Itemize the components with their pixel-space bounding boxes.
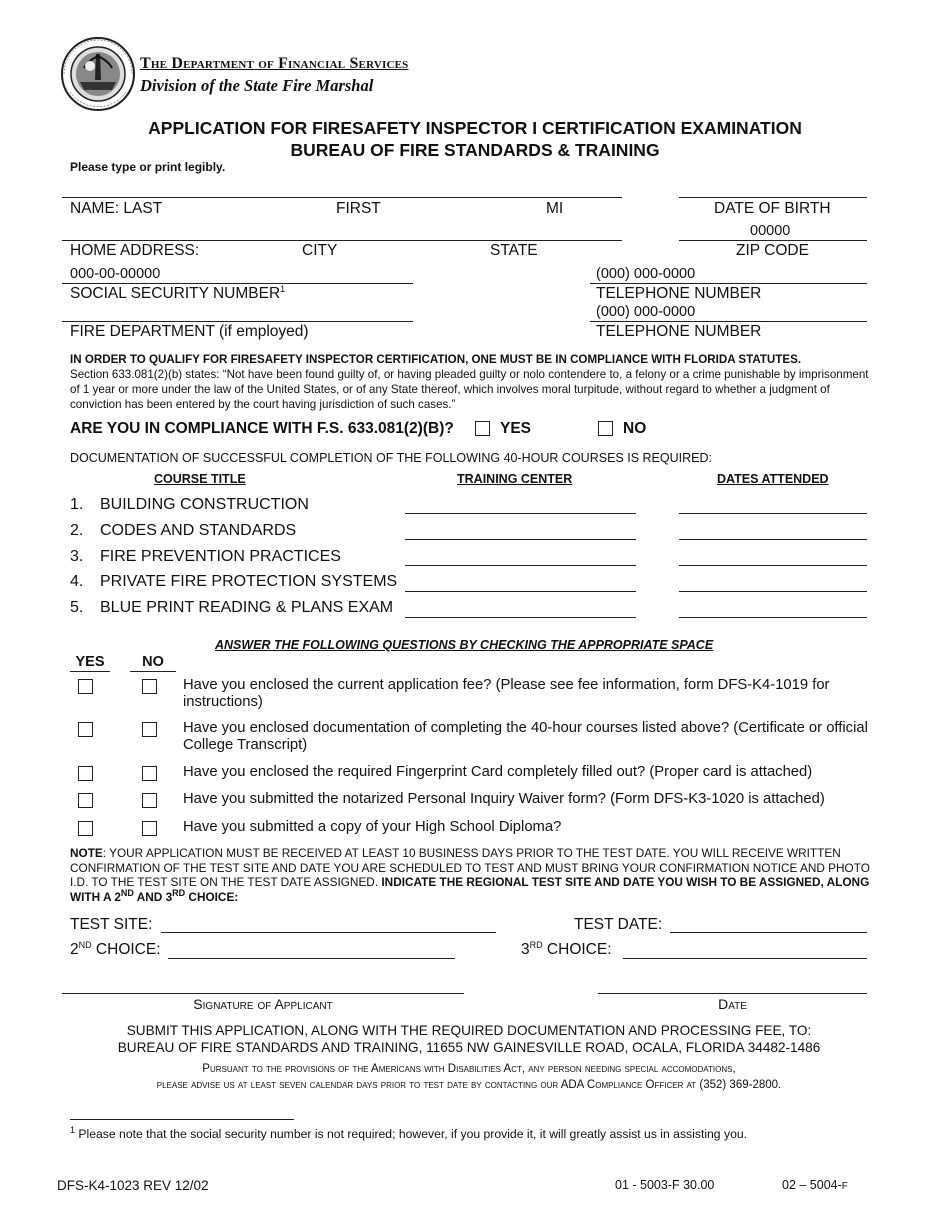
form-code-1: 01 - 5003-F 30.00 [615, 1178, 715, 1192]
dates-attended-field[interactable] [679, 617, 867, 618]
home-address-label: HOME ADDRESS: [70, 242, 200, 259]
course-number: 3. [70, 548, 84, 565]
third-choice-label: 3RD CHOICE: [521, 939, 612, 958]
dob-top-line [679, 197, 867, 198]
zip-line[interactable] [679, 240, 867, 241]
training-center-field[interactable] [405, 565, 636, 566]
test-date-field[interactable] [670, 932, 867, 933]
signature-label: Signature of Applicant [193, 996, 333, 1012]
question-yes-checkbox[interactable] [78, 821, 93, 836]
note-label: NOTE [70, 846, 103, 860]
questions-no-header: NO [130, 654, 176, 672]
note-text: : YOUR APPLICATION MUST BE RECEIVED AT LEAST 10 BUSINESS DAYS PRIOR TO THE TEST DATE. YOU WILL RECEIVE WRITTEN CONFIRMATION OF THE TEST SITE AND DATE YOU ARE SCHEDULED TO TEST AND MUST BRING YOUR CONFIRMATION NOTICE AND PHOTO I.D. TO THE TEST SITE ON THE TEST DATE ASSIGNED. [70, 846, 870, 890]
compliance-no-checkbox[interactable] [598, 421, 613, 436]
question-yes-checkbox[interactable] [78, 679, 93, 694]
question-text: Have you enclosed documentation of completing the 40-hour courses listed above? (Certificate or official College Transcript) [183, 720, 868, 753]
form-code-2: 02 – 5004-F [782, 1178, 848, 1192]
course-number: 1. [70, 496, 84, 513]
instructions: Please type or print legibly. [70, 160, 226, 174]
phone1-line [590, 283, 867, 284]
phone2-label: TELEPHONE NUMBER [596, 323, 762, 340]
second-choice-field[interactable] [168, 958, 455, 959]
city-label: CITY [302, 242, 338, 259]
test-date-label: TEST DATE: [574, 916, 663, 933]
statute-text: Section 633.081(2)(b) states: “Not have been found guilty of, or having pleaded guilty or nolo contendere to, a felony or a crime punishable by imprisonment of 1 year or more under the law of the United States, or of any State thereof, which involves moral turpitude, without regard to whether a judgment of conviction has been entered by the court having jurisdiction of such cases.” [70, 368, 869, 411]
ssn-line [62, 283, 413, 284]
dates-attended-field[interactable] [679, 565, 867, 566]
second-choice-label: 2ND CHOICE: [70, 939, 161, 958]
note-instruction: INDICATE THE REGIONAL TEST SITE AND DATE YOU WISH TO BE ASSIGNED, ALONG WITH A 2ND AND 3RD CHOICE: [70, 875, 870, 905]
question-no-checkbox[interactable] [142, 679, 157, 694]
ssn-label: SOCIAL SECURITY NUMBER$^1$ [70, 283, 286, 302]
questions-yes-header: YES [70, 654, 110, 672]
name-line[interactable] [62, 197, 622, 198]
compliance-yes-checkbox[interactable] [475, 421, 490, 436]
course-name: BUILDING CONSTRUCTION [100, 496, 309, 513]
page-subtitle: BUREAU OF FIRE STANDARDS & TRAINING [290, 140, 660, 160]
state-label: STATE [490, 242, 538, 259]
fd-line[interactable] [62, 321, 413, 322]
training-center-field[interactable] [405, 513, 636, 514]
fire-department-label: FIRE DEPARTMENT (if employed) [70, 323, 309, 340]
course-name: BLUE PRINT READING & PLANS EXAM [100, 599, 394, 616]
course-name: PRIVATE FIRE PROTECTION SYSTEMS [100, 573, 398, 590]
signature-date-field[interactable] [598, 993, 867, 994]
test-site-field[interactable] [161, 932, 496, 933]
name-last-label: NAME: LAST [70, 200, 163, 217]
form-id: DFS-K4-1023 REV 12/02 [57, 1178, 209, 1193]
question-text: Have you submitted the notarized Personal Inquiry Waiver form? (Form DFS-K3-1020 is attached) [183, 791, 825, 807]
question-no-checkbox[interactable] [142, 821, 157, 836]
zip-label: ZIP CODE [736, 242, 809, 259]
question-yes-checkbox[interactable] [78, 722, 93, 737]
phone1-label: TELEPHONE NUMBER [596, 285, 762, 302]
phone2-line [590, 321, 867, 322]
page-title: APPLICATION FOR FIRESAFETY INSPECTOR I CERTIFICATION EXAMINATION [148, 118, 802, 138]
state-seal [60, 36, 136, 112]
training-center-field[interactable] [405, 539, 636, 540]
compliance-yes-label: YES [500, 420, 532, 437]
course-number: 4. [70, 573, 84, 590]
phone1-value[interactable]: (000) 000-0000 [596, 266, 696, 282]
courses-intro: DOCUMENTATION OF SUCCESSFUL COMPLETION OF THE FOLLOWING 40-HOUR COURSES IS REQUIRED: [70, 451, 712, 465]
department-name: The Department of Financial Services [140, 55, 409, 72]
course-number: 5. [70, 599, 84, 616]
division-name: Division of the State Fire Marshal [140, 76, 374, 95]
phone2-value[interactable]: (000) 000-0000 [596, 304, 696, 320]
question-yes-checkbox[interactable] [78, 793, 93, 808]
question-text: Have you submitted a copy of your High School Diploma? [183, 819, 562, 835]
training-center-field[interactable] [405, 591, 636, 592]
course-name: CODES AND STANDARDS [100, 522, 297, 539]
footnote: $^1$ Please note that the social security number is not required; however, if you provide it, it will greatly assist us in assisting you. [70, 1124, 748, 1141]
compliance-no-label: NO [623, 420, 647, 437]
col-course-title: COURSE TITLE [154, 472, 246, 486]
question-text: Have you enclosed the current application fee? (Please see fee information, form DFS-K4-1019 for instructions) [183, 677, 830, 710]
seal-icon [60, 36, 136, 112]
statute-paragraph [70, 352, 870, 412]
dob-label: DATE OF BIRTH [714, 200, 831, 217]
submit-instructions: SUBMIT THIS APPLICATION, ALONG WITH THE REQUIRED DOCUMENTATION AND PROCESSING FEE, TO: BUREAU OF FIRE STANDARDS AND TRAINING, 11655 NW GAINESVILLE ROAD, OCALA, FLORIDA 34482-1486 [117, 1023, 821, 1055]
question-text: Have you enclosed the required Fingerprint Card completely filled out? (Proper card is attached) [183, 764, 813, 780]
name-mi-label: MI [546, 200, 564, 217]
question-yes-checkbox[interactable] [78, 766, 93, 781]
training-center-field[interactable] [405, 617, 636, 618]
ada-notice: Pursuant to the provisions of the Americans with Disabilities Act, any person needing special accomodations, please advise us at least seven calendar days prior to test date by contacting our ADA Compliance Officer at (352) 369-2800. [156, 1063, 782, 1091]
questions-header: ANSWER THE FOLLOWING QUESTIONS BY CHECKING THE APPROPRIATE SPACE [215, 638, 714, 652]
ssn-value[interactable]: 000-00-00000 [70, 266, 161, 282]
question-no-checkbox[interactable] [142, 793, 157, 808]
note-paragraph [70, 846, 870, 905]
dates-attended-field[interactable] [679, 539, 867, 540]
dates-attended-field[interactable] [679, 513, 867, 514]
statute-heading: IN ORDER TO QUALIFY FOR FIRESAFETY INSPECTOR CERTIFICATION, ONE MUST BE IN COMPLIANCE WITH FLORIDA STATUTES. [70, 353, 802, 366]
zip-value[interactable]: 00000 [750, 223, 791, 239]
name-first-label: FIRST [336, 200, 381, 217]
signature-date-label: Date [718, 996, 747, 1012]
address-line[interactable] [62, 240, 622, 241]
col-dates-attended: DATES ATTENDED [717, 472, 829, 486]
col-training-center: TRAINING CENTER [457, 472, 573, 486]
course-number: 2. [70, 522, 84, 539]
dates-attended-field[interactable] [679, 591, 867, 592]
question-no-checkbox[interactable] [142, 766, 157, 781]
third-choice-field[interactable] [623, 958, 867, 959]
compliance-question: ARE YOU IN COMPLIANCE WITH F.S. 633.081(2)(B)? [70, 420, 454, 437]
footnote-divider [70, 1119, 294, 1120]
signature-field[interactable] [62, 993, 464, 994]
test-site-label: TEST SITE: [70, 916, 153, 933]
question-no-checkbox[interactable] [142, 722, 157, 737]
course-name: FIRE PREVENTION PRACTICES [100, 548, 341, 565]
